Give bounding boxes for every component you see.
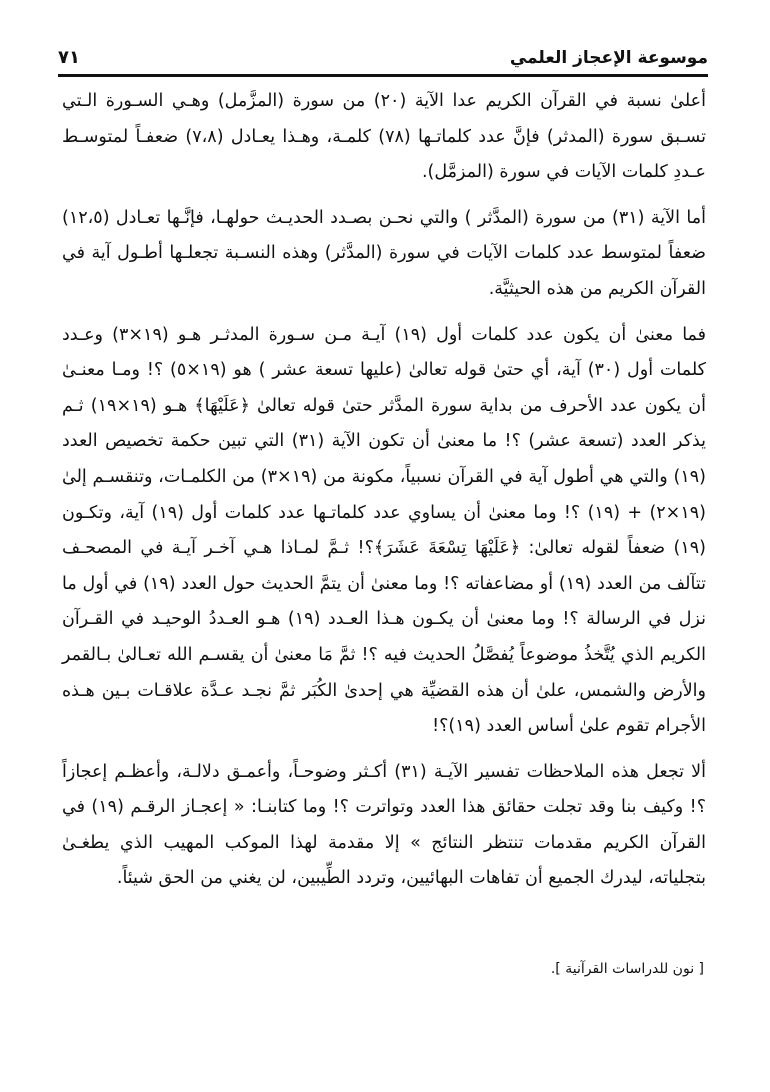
paragraph: فما معنىٰ أن يكون عدد كلمات أول (١٩) آيـة مـن سـورة المدثـر هـو (١٩×٣) وعـدد كلمات أول (٣٠) آية، أي حتىٰ قوله تعالىٰ (عليها تسعة عشر ) هو (١٩×٥) ؟! ومـا معنـىٰ أن يكون عدد الأحرف من بداية سورة المدَّثر حتىٰ قوله تعالىٰ ﴿عَلَيْهَا﴾ هـو (١٩×١٩) ثـم يذكر العدد (تسعة عشر) ؟! ما معنىٰ أن تكون الآية (٣١) التي تبين حكمة تخصيص العدد (١٩) والتي هي أطول آية في القرآن نسبياً، مكونة من (١٩×٣) من الكلمـات، وتنقسـم إلىٰ (١٩×٢) + (١٩) ؟! وما معنىٰ أن يساوي عدد كلماتـها عدد كلمات أول (١٩) آية، وتكـون (١٩) ضعفاً لقوله تعالىٰ: ﴿عَلَيْهَا تِسْعَةَ عَشَرَ﴾؟! ثـمَّ لمـاذا هـي آخـر آيـة في المصحـف تتآلف من العدد (١٩) أو مضاعفاته ؟! وما معنىٰ أن يتمَّ الحديث حول العدد (١٩) في أول ما نزل في الرسالة ؟! وما معنىٰ أن يكـون هـذا العـدد (١٩) هـو العـددُ الوحيـد في القـرآن الكريم الذي يُتَّخذُ موضوعاً يُفصَّلُ الحديث فيه ؟! ثمَّ مَا معنىٰ أن يقسـم الله تعـالىٰ بـالقمر والأرض والشمس، علىٰ أن هذه القضيِّة هي إحدىٰ الكُبَر ثمَّ نجـد عـدَّة علاقـات بـين هـذه الأجرام تقوم علىٰ أساس العدد (١٩)؟! <box>62 324 707 737</box>
paragraph: ألا تجعل هذه الملاحظات تفسير الآيـة (٣١) أكـثر وضوحـاً، وأعمـق دلالـة، وأعظـم إعجازاً ؟! وكيف بنا وقد تجلت حقائق هذا العدد وتواترت ؟! وما كتابنـا: « إعجـاز الرقـم (١٩) في القرآن الكريم مقدمات تنتظر النتائج » إلا مقدمة لهذا الموكب المهيب الذي يطغـىٰ بتجلياته، ليدرك الجميع أن تفاهات البهائيين، وتردد الطِّيبين، لن يغني من الحق شيئاً. <box>62 761 706 889</box>
footnote: [ نون للدراسات القرآنية ]. <box>550 961 704 977</box>
page-header <box>58 40 708 77</box>
main-text <box>62 84 706 907</box>
paragraph: أعلىٰ نسبة في القرآن الكريم عدا الآية (٢٠) من سورة (المزَّمل) وهـي السـورة الـتي تسـبق سورة (المدثر) فإنَّ عدد كلماتـها (٧٨) كلمـة، وهـذا يعـادل (٧،٨) ضعفـاً لمتوسـط عـددِ كلمات الآيات في سورة (المزمَّل). <box>62 91 706 183</box>
running-title: موسوعة الإعجاز العلمي <box>509 48 708 68</box>
paragraph: أما الآية (٣١) من سورة (المدَّثر ) والتي نحـن بصـدد الحديـث حولهـا، فإنَّـها تعـادل (١٢،٥) ضعفاً لمتوسط عدد كلمات الآيات في سورة (المدَّثر) وهذه النسـبة تجعلـها أطـول آية في القرآن الكريم من هذه الحيثيَّة. <box>62 207 706 299</box>
page-number: ٧١ <box>58 47 80 68</box>
